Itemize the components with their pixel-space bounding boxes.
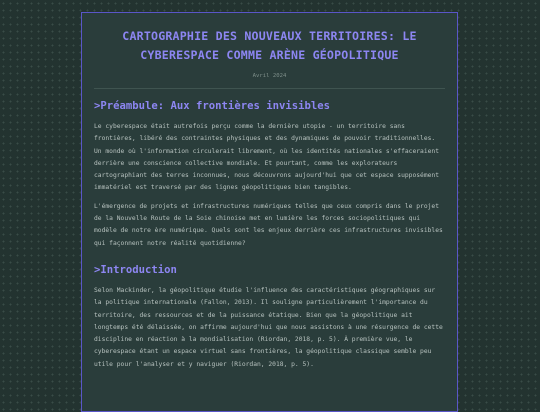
section-heading-preambule: >Préambule: Aux frontières invisibles [94,100,330,112]
paragraph: Le cyberespace était autrefois perçu comme la dernière utopie - un territoire sans frontières, libéré des contraintes physiques et des dynamiques de pouvoir traditionnelles. Un monde où l'information circulerait librement, où les identités nationales s'effaceraient derrière une conscience collective mondiale. Et pourtant, comme les explorateurs cartographiant des terres inconnues, nous découvrons aujourd'hui que cet espace supposément immatériel est traversé par des lignes géopolitiques bien tangibles. [94,123,439,192]
article-date: Avril 2024 [252,73,287,79]
article-title: CARTOGRAPHIE DES NOUVEAUX TERRITOIRES: LE CYBERESPACE COMME ARÈNE GÉOPOLITIQUE [122,29,417,62]
section-heading-introduction: >Introduction [94,263,177,276]
title-divider [94,88,445,89]
paragraph: Selon Mackinder, la géopolitique étudie l'influence des caractéristiques géographiques sur la politique internationale (Fallon, 2013). Il souligne particulièrement l'importance du territoire, des ressources et de la puissance étatique. Bien que la géopolitique ait longtemps été délaissée, on affirme aujourd'hui que nous assistons à une résurgence de cette discipline en réaction à la mondialisation (Riordan, 2018, p. 5). À première vue, le cyberespace étant un espace virtuel sans frontières, la géopolitique classique semble peu utile pour l'analyser et y naviguer (Riordan, 2018, p. 5). [94,286,443,368]
paragraph: L'émergence de projets et infrastructures numériques telles que ceux compris dans le projet de la Nouvelle Route de la Soie chinoise met en lumière les forces sociopolitiques qui modèle de notre ère numérique. Quels sont les enjeux derrière ces infrastructures invisibles qui façonnent notre réalité quotidienne? [94,202,443,247]
article-panel [81,12,458,412]
